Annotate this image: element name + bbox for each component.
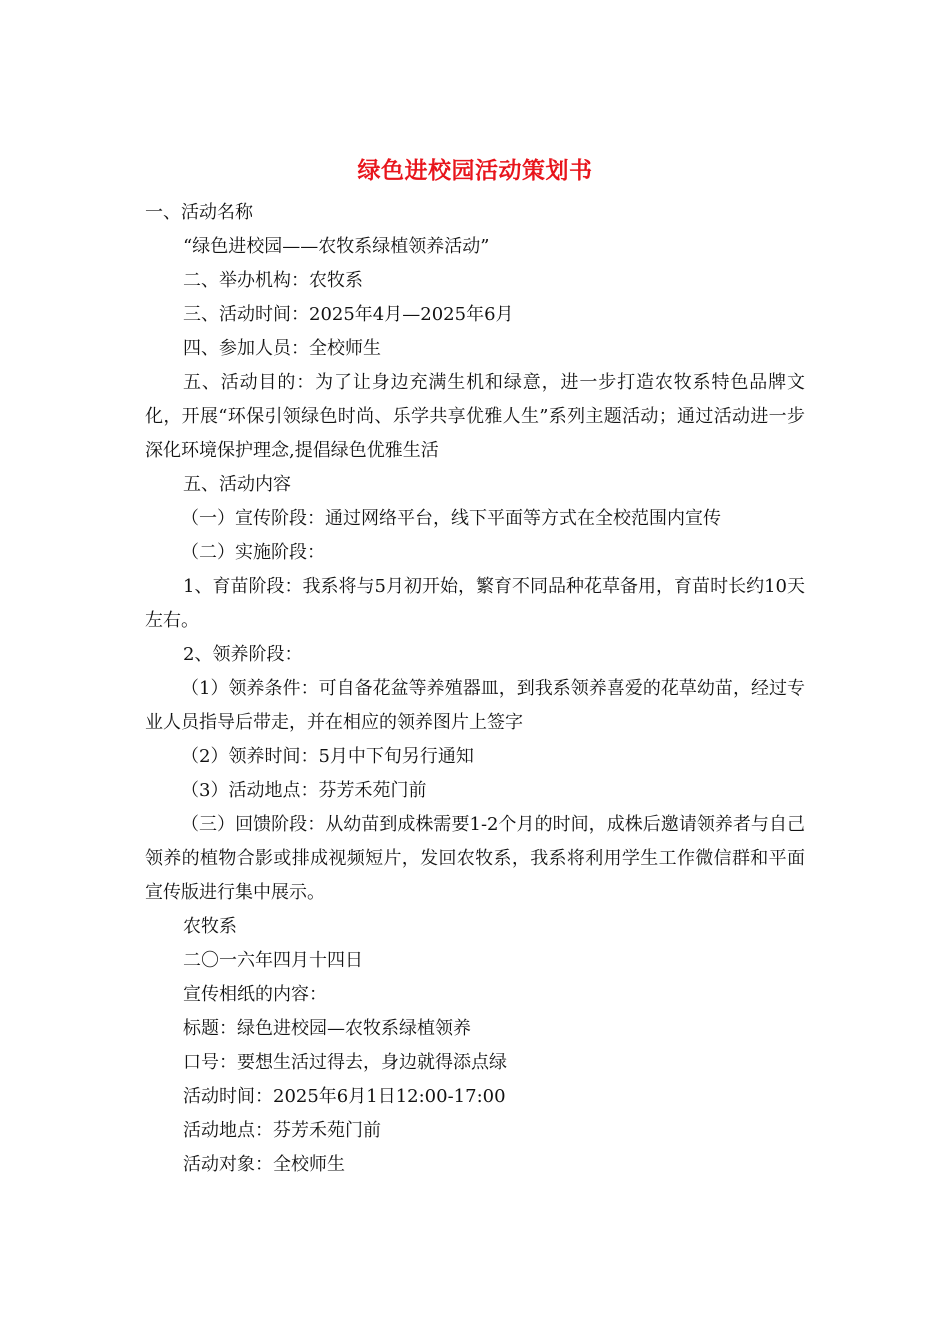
paragraph-seedling-stage: 1、育苗阶段：我系将与5月初开始，繁育不同品种花草备用，育苗时长约10天左右。 — [145, 576, 805, 631]
paragraph-poster-location: 活动地点：芬芳禾苑门前 — [183, 1120, 381, 1141]
paragraph-signature-dept: 农牧系 — [183, 916, 237, 937]
paragraph-signature-date: 二〇一六年四月十四日 — [183, 950, 363, 971]
paragraph-implementation-stage: （二）实施阶段： — [181, 542, 325, 563]
paragraph-activity-time: 三、活动时间：2025年4月—2025年6月 — [183, 304, 514, 325]
paragraph-adoption-location: （3）活动地点：芬芳禾苑门前 — [181, 780, 427, 801]
paragraph-adoption-conditions: （1）领养条件：可自备花盆等养殖器皿，到我系领养喜爱的花草幼苗，经过专业人员指导后带走，并在相应的领养图片上签字 — [145, 678, 805, 733]
paragraph-content-heading: 五、活动内容 — [183, 474, 291, 495]
paragraph-poster-slogan: 口号：要想生活过得去，身边就得添点绿 — [183, 1052, 507, 1073]
paragraph-feedback-stage: （三）回馈阶段：从幼苗到成株需要1-2个月的时间，成株后邀请领养者与自己领养的植物合影或排成视频短片，发回农牧系，我系将利用学生工作微信群和平面宣传版进行集中展示。 — [145, 814, 805, 903]
paragraph-poster-audience: 活动对象：全校师生 — [183, 1154, 345, 1175]
section-heading-activity-name: 一、活动名称 — [145, 202, 253, 223]
paragraph-participants: 四、参加人员：全校师生 — [183, 338, 381, 359]
paragraph-poster-time: 活动时间：2025年6月1日12:00-17:00 — [183, 1086, 506, 1107]
paragraph-organizer: 二、举办机构：农牧系 — [183, 270, 363, 291]
paragraph-poster-title: 标题：绿色进校园—农牧系绿植领养 — [183, 1018, 471, 1039]
paragraph-poster-heading: 宣传相纸的内容： — [183, 984, 327, 1005]
paragraph-activity-name-value: “绿色进校园——农牧系绿植领养活动” — [183, 236, 490, 257]
paragraph-adoption-stage: 2、领养阶段： — [183, 644, 303, 665]
paragraph-purpose: 五、活动目的：为了让身边充满生机和绿意，进一步打造农牧系特色品牌文化，开展“环保引领绿色时尚、乐学共享优雅人生”系列主题活动；通过活动进一步深化环境保护理念,提倡绿色优雅生活 — [145, 372, 805, 461]
document-title: 绿色进校园活动策划书 — [357, 157, 593, 184]
paragraph-adoption-time: （2）领养时间：5月中下旬另行通知 — [181, 746, 474, 767]
document-body — [145, 196, 805, 1182]
paragraph-promotion-stage: （一）宣传阶段：通过网络平台，线下平面等方式在全校范围内宣传 — [181, 508, 721, 529]
